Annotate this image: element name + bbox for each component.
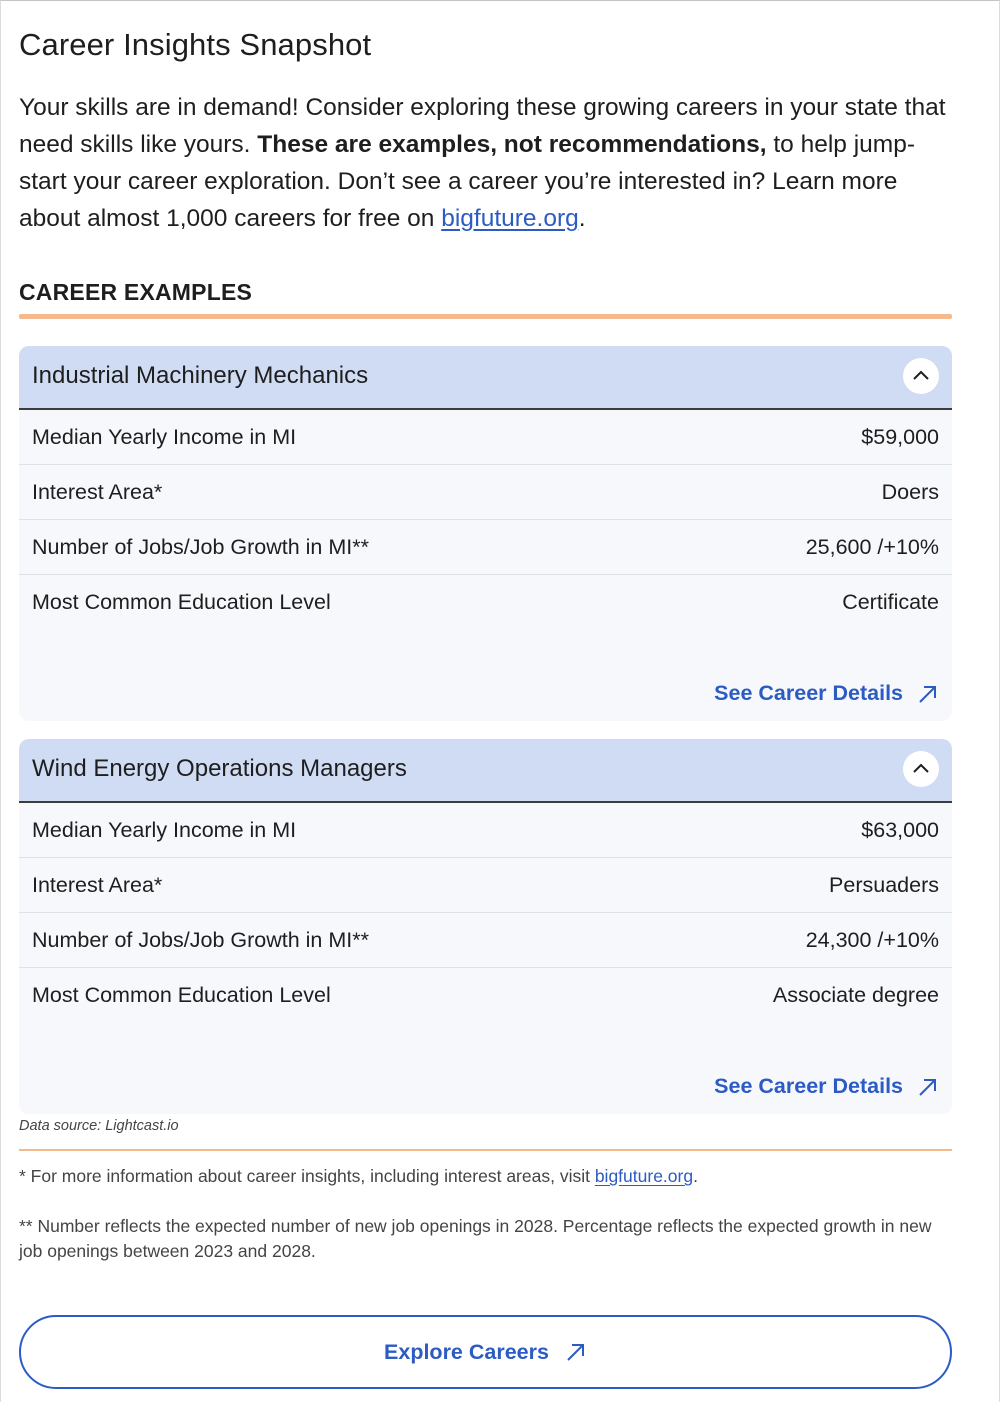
- details-area: [19, 1022, 952, 1114]
- chevron-up-icon: [911, 759, 931, 779]
- jobs-row: [19, 520, 952, 575]
- see-career-details-link[interactable]: [714, 681, 939, 706]
- interest-row: [19, 465, 952, 520]
- footnote-jobs: ** Number reflects the expected number of new job openings in 2028. Percentage reflects the expected growth in new job openings between 2023 and 2028.: [19, 1216, 932, 1261]
- collapse-button[interactable]: [903, 751, 939, 787]
- see-career-details-link[interactable]: [714, 1074, 939, 1099]
- details-link-label: See Career Details: [714, 1074, 903, 1098]
- section-title: CAREER EXAMPLES: [19, 279, 253, 305]
- data-source: Data source: Lightcast.io: [19, 1118, 179, 1134]
- row-value: $59,000: [861, 424, 939, 449]
- career-card-header[interactable]: [19, 739, 952, 803]
- footnote-end: .: [693, 1166, 698, 1186]
- explore-careers-button[interactable]: [19, 1315, 952, 1389]
- education-row: [19, 968, 952, 1022]
- career-title: Wind Energy Operations Managers: [32, 755, 407, 782]
- details-area: [19, 629, 952, 721]
- income-row: [19, 803, 952, 858]
- row-label: Most Common Education Level: [32, 589, 331, 614]
- row-label: Number of Jobs/Job Growth in MI**: [32, 927, 369, 952]
- row-value: 24,300 /+10%: [805, 927, 939, 952]
- footnote-divider: [19, 1149, 952, 1151]
- bigfuture-link[interactable]: bigfuture.org: [441, 205, 579, 232]
- row-label: Interest Area*: [32, 479, 163, 504]
- row-label: Median Yearly Income in MI: [32, 424, 297, 449]
- intro-paragraph: [19, 89, 959, 237]
- row-value: Doers: [881, 479, 939, 504]
- row-value: Associate degree: [772, 982, 939, 1007]
- career-card: [19, 346, 952, 721]
- intro-disclaimer: These are examples, not recommendations,: [257, 131, 767, 158]
- career-card: [19, 739, 952, 1114]
- row-value: Certificate: [842, 589, 939, 614]
- jobs-row: [19, 913, 952, 968]
- row-value: $63,000: [861, 817, 939, 842]
- intro-text-middle: to help jump-start your career exploration. Don’t see a career you’re interested in? Learn more about almost 1,000 careers for free on: [19, 131, 915, 232]
- arrow-up-right-icon: [565, 1341, 587, 1363]
- footnote-text: * For more information about career insights, including interest areas, visit: [19, 1166, 595, 1186]
- career-title: Industrial Machinery Mechanics: [32, 362, 369, 389]
- arrow-up-right-icon: [917, 683, 939, 705]
- arrow-up-right-icon: [917, 1076, 939, 1098]
- row-label: Interest Area*: [32, 872, 163, 897]
- collapse-button[interactable]: [903, 358, 939, 394]
- row-label: Median Yearly Income in MI: [32, 817, 297, 842]
- bigfuture-footnote-link[interactable]: bigfuture.org: [594, 1166, 694, 1186]
- row-label: Number of Jobs/Job Growth in MI**: [32, 534, 369, 559]
- explore-careers-label: Explore Careers: [384, 1339, 549, 1364]
- income-row: [19, 410, 952, 465]
- details-link-label: See Career Details: [714, 681, 903, 705]
- education-row: [19, 575, 952, 629]
- career-card-header[interactable]: [19, 346, 952, 410]
- section-divider: [19, 314, 952, 319]
- row-value: Persuaders: [829, 872, 939, 897]
- row-label: Most Common Education Level: [32, 982, 331, 1007]
- row-value: 25,600 /+10%: [805, 534, 939, 559]
- intro-text-end: .: [578, 205, 586, 232]
- page-title: Career Insights Snapshot: [19, 27, 372, 62]
- chevron-up-icon: [911, 366, 931, 386]
- footnote-interest: [19, 1164, 952, 1189]
- interest-row: [19, 858, 952, 913]
- intro-text-start: Your skills are in demand! Consider exploring these growing careers in your state that need skills like yours.: [19, 94, 946, 158]
